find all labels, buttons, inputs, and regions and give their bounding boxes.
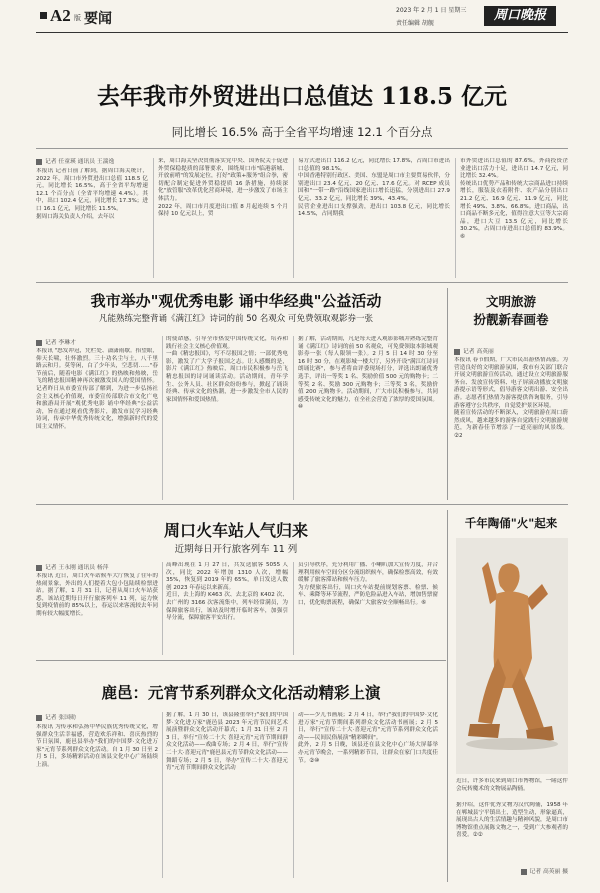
page-label-marker	[40, 12, 47, 19]
story3-col-1: 本报讯 近日，周口火车站候车大厅恢复了往年的热闹景象，外出的人们提着大包小包陆续检票进站。据了解，1 月 31 日，记者从周口火车站获悉，该站近期每日开行旅客列车 11 列，运力恢复到疫情前的 85%以上，春运以来客流较去年同期有较大幅度增长。	[36, 573, 158, 617]
story4-divider-1	[162, 712, 163, 878]
side1-headline-2: 扮靓新春画卷	[473, 312, 549, 327]
page-number: A2	[50, 6, 71, 25]
story4-byline-text: 记者 张国勋	[45, 715, 76, 721]
lead-col-1: 本报讯 记者日前了解到，据周口海关统计，2022 年，周口市外贸进出口总值 118.5 亿元，同比增长 16.5%，高于全省平均增速 12.1 个百分点（全省平均增速 4.4%）。其中，出口 102.4 亿元，同比增长 17.3%；进口 16.1 亿元，同比增长 11.5%。 据周口海关负责人介绍，去年以	[36, 168, 148, 220]
story2-headline: 我市举办"观优秀电影 诵中华经典"公益活动	[90, 292, 382, 310]
side2-caption: 近日，许多市民来到周口市博物馆，一睹这件会玩转魔术的文物展品陶俑。	[456, 778, 568, 792]
story2-byline-text: 记者 李琳才	[45, 340, 76, 346]
story3-col-3: 员引导秩序，充分利用广播、小喇叭加大宣传力度，并合理利用候车空间分区分流组织候车，确保检票高效，有效缓解了旅客滞站和候车压力。 为方便旅客出行，周口火车站提前规划客票、检票、候车、乘降等环节流程，严防危险品进入车站，增加售票窗口，优化购票流程，确保广大旅客安全顺畅出行。⑥	[298, 562, 438, 606]
header-rule	[36, 32, 568, 33]
mid-rule	[36, 504, 568, 505]
lead-byline	[36, 156, 114, 165]
pottery-figurine-photo	[456, 538, 568, 774]
byline-marker	[36, 715, 42, 721]
side2-photo-credit-text: 记者 高英丽 摄	[529, 869, 568, 875]
editor-credit: 责任编辑 胡舰	[396, 20, 434, 27]
sidebar-divider-top	[447, 288, 448, 500]
story3-divider-1	[162, 562, 163, 655]
issue-date: 2023 年 2 月 1 日 星期三	[396, 7, 467, 14]
lead-col-4: 市外贸进出口总值的 87.6%。外商投资企业进出口活力十足，进出口 14.7 亿元，同比增长 32.4%。 传统出口优势产品和传统大宗商品进口持续增长，服装及衣着附件、农产品分别出口 21.2 亿元、16.9 亿元、11.9 亿元，同比增长 49%、3.8%、66.8%。进口商品，出口商品不断多元化，值得注意大豆等大宗商品，进口大豆 13.5 亿元，同比增长 30.2%，占周口市进出口总值的 83.9%。⑥	[460, 158, 568, 240]
byline-marker	[36, 159, 42, 165]
lead-divider-1	[153, 158, 154, 278]
story3-bottom-rule	[36, 660, 446, 661]
page-header	[0, 0, 600, 32]
story3-byline-text: 记者 王永刚 通讯员 杨萍	[45, 565, 109, 571]
story3-divider-2	[293, 562, 294, 655]
story2-col-1: 本报讯 "怒发冲冠，凭栏处、潇潇雨歇。抬望眼，仰天长啸，壮怀激烈。三十功名尘与土，八千里路云和月。莫等闲，白了少年头，空悲切……"春节前后，随着电影《满江红》的热映和热映，岳飞的精忠报国精神再次被激发国人的爱国情怀。记者昨日从市委宣传部了解到，为进一步弘扬社会主义核心价值观，市委宣传部联合市文化广电和旅游局开展"观优秀电影 诵中华经典"公益活动，旨在通过观看优秀影片，激发市民学习经典诗词，传承中华优秀传统文化，增强新时代的爱国主义情怀。	[36, 348, 158, 430]
story2-divider-1	[162, 336, 163, 500]
story4-byline	[36, 712, 76, 721]
story4-col-1: 本报讯 为传承和弘扬中华民族优秀传统文化，增强群众生活幸福感，营造欢乐祥和、喜庆热烈的节日氛围，鹿邑县举办"我们的中国梦·文化进万家"元宵节系列群众文化活动。自 1 月 30 日至 2 月 5 日，多场精彩活动在该县文化中心广场陆续上演。	[36, 724, 158, 768]
story4-col-2: 据了解，1 月 30 日，该县隆重举行"我们的中国梦·文化进万家"鹿邑县 2023 年元宵节民间艺术展演暨群众文化活动开幕式；1 月 31 日至 2 月 3 日，举行"宣传二十大 喜迎元宵"元宵节期间群众文化活动——戏曲专场；2 月 4 日，举行"宣传二十大·喜迎元宵"鹿邑县元宵节群众文化活动——舞蹈专场；2 月 5 日，举办"宣传二十大·喜迎元宵"元宵节期间群众文化活动	[166, 712, 288, 772]
story3-col-2: 高峰出现在 1 月 27 日，共发送旅客 5055 人次，同比 2022 年增加 1310 人次，增幅 35%，恢复到 2019 年的 65%，单日发送人数创 2023 年春运以来新高。 近日，去上海的 K463 次、去北京的 K402 次、去广州的 3166 次客流集中，列车经常满员，为保障旅客出行，该站及时增开临时客车，加强引导分流，保障旅客平安出行。	[166, 562, 288, 622]
side1-headline-1: 文明旅游	[485, 294, 536, 309]
lead-divider-3	[455, 158, 456, 278]
side1-byline	[454, 346, 494, 355]
byline-marker	[36, 565, 42, 571]
figurine-illustration	[456, 538, 568, 774]
lead-subhead: 同比增长 16.5% 高于全省平均增速 12.1 个百分点	[171, 125, 433, 139]
lead-divider-2	[293, 158, 294, 278]
lead-bottom-rule	[36, 282, 568, 283]
brand-logo: 周口晚报	[484, 6, 556, 26]
side2-body: 据介绍，这件优秀文物为汉代陶俑，1958 年在郸城县宁平镇出土，造型生动，形象逼真，展现出古人的生活情趣与精神风貌，是周口市博物馆重点展陈文物之一，受到广大参观者的喜爱。②②	[456, 802, 568, 839]
story4-divider-2	[293, 712, 294, 878]
lead-headline: 去年我市外贸进出口总值达 118.5 亿元	[96, 83, 508, 110]
story2-divider-2	[293, 336, 294, 500]
side2-photo-credit	[456, 866, 568, 875]
lead-col-3: 易方式进出口 116.2 亿元，同比增长 17.8%，占周口市进出口总值的 98.1%。 中国香港特别行政区、美国、东盟是周口市主要贸易伙伴，分别进出口 23.4 亿元、20 亿元、17.6 亿元。对 RCEP 成员国和"一带一路"沿线国家进出口增长迅猛，分别进出口 27.9 亿元、33.2 亿元，同比增长 39%、43.4%。 民营企业进出口支撑强劲，进出口 103.8 亿元，同比增长 14.5%，占同期我	[298, 158, 450, 218]
side2-headline: 千年陶俑"火"起来	[464, 516, 558, 530]
byline-marker	[36, 340, 42, 346]
lead-rule	[36, 148, 568, 149]
side1-body: 本报讯 春节假期，广大市民出游热情高涨。为营造良好的文明旅游氛围，我市有关部门联合开展文明旅游宣传活动，通过设立文明旅游服务台、发放宣传资料、电子屏滚动播放文明旅游提示语等形式，倡导游客文明出游、安全出游。志愿者们热情为游客提供咨询服务，引导游客遵守公共秩序，自觉爱护景区环境。 随着宣传活动的不断深入，文明旅游在周口蔚然成风，越来越多的游客自觉践行文明旅游规范，为新春佳节增添了一道亮丽的风景线。②2	[454, 357, 568, 439]
story2-col-2: 的使命感，引导全市热爱中国传统文化，培养和践行社会主义核心价值观。 一曲《精忠报国》，写不尽报国之情；一部优秀电影，激发了广大学子报国之志。让人感慨的是，影片《满江红》热映后，周口市民积极参与岳飞精忠报国的诗词诵读活动。活动期间，青年学生、公务人员、社区群众纷纷参与，掀起了诵读经典、传承文化的热潮，进一步激发全市人民的家国情怀和爱国热情。	[166, 336, 288, 403]
story2-subhead: 凡能熟练完整背诵《满江红》诗词的前 50 名观众 可免费领取观影券一张	[99, 314, 373, 324]
story4-col-3: 动——少儿书画展；2 月 4 日，举行"我们的中国梦·文化进万家"元宵节期间系列群众文化活动书画展；2 月 5 日，举行"宣传二十大·喜迎元宵"元宵节系列群众文化活动——民间民俗展演"精彩瞬间"。 此外，2 月 5 日晚，该县还在县文化中心广场大屏幕举办元宵节晚会，一系列精彩节目，让群众在家门口共度佳节。②⑩	[298, 712, 438, 764]
sidebar-divider-bottom	[447, 510, 448, 882]
byline-marker	[454, 349, 460, 355]
side1-byline-text: 记者 高英丽	[463, 349, 494, 355]
story3-byline	[36, 562, 109, 571]
lead-col-2: 来，周口海关坚决贯彻落实党中央、国务院关于促进外贸保稳提质的部署要求，围绕周口市"临港新城、开放前哨"的发展定位，打好"政策+服务"组合拳，密切配合制定促进外贸稳提质 16 条措施，持续深化"放管服"改革优化营商环境，进一步激发了市场主体活力。 2022 年，周口市月度进出口值 8 月起连续 5 个月保持 10 亿元以上，贸	[158, 158, 288, 218]
story3-subhead: 近期每日开行旅客列车 11 列	[174, 544, 298, 555]
lead-byline-text: 记者 任童瑛 通讯员 王湍逸	[45, 159, 115, 165]
section-name: 要闻	[84, 11, 112, 27]
story2-byline	[36, 337, 76, 346]
story3-headline: 周口火车站人气归来	[163, 521, 308, 540]
story4-headline: 鹿邑：元宵节系列群众文化活动精彩上演	[101, 684, 381, 702]
credit-marker	[521, 869, 527, 875]
story2-col-3: 据了解，活动期间，凡是每天进入观影影城并熟练完整背诵《满江红》诗词的前 50 名观众，可免费领取本影城观影券一张（每人限领一张）。2 月 5 日 14 时 30 分至 16 时 30 分，在观影城一楼大厅，另外开设"满江红诗词朗诵比赛"，参与者将由评委现场打分，评选出朗诵优秀选手，评出一等奖 1 名、奖励价值 500 元的购物卡；二等奖 2 名、奖励 300 元购物卡；三等奖 3 名，奖励价值 200 元购物卡。活动期间，广大市民积极参与，共同感受传统文化的魅力，在全社会营造了浓厚的爱国氛围。⑩	[298, 336, 438, 411]
page-number-suffix: 版	[74, 14, 81, 22]
